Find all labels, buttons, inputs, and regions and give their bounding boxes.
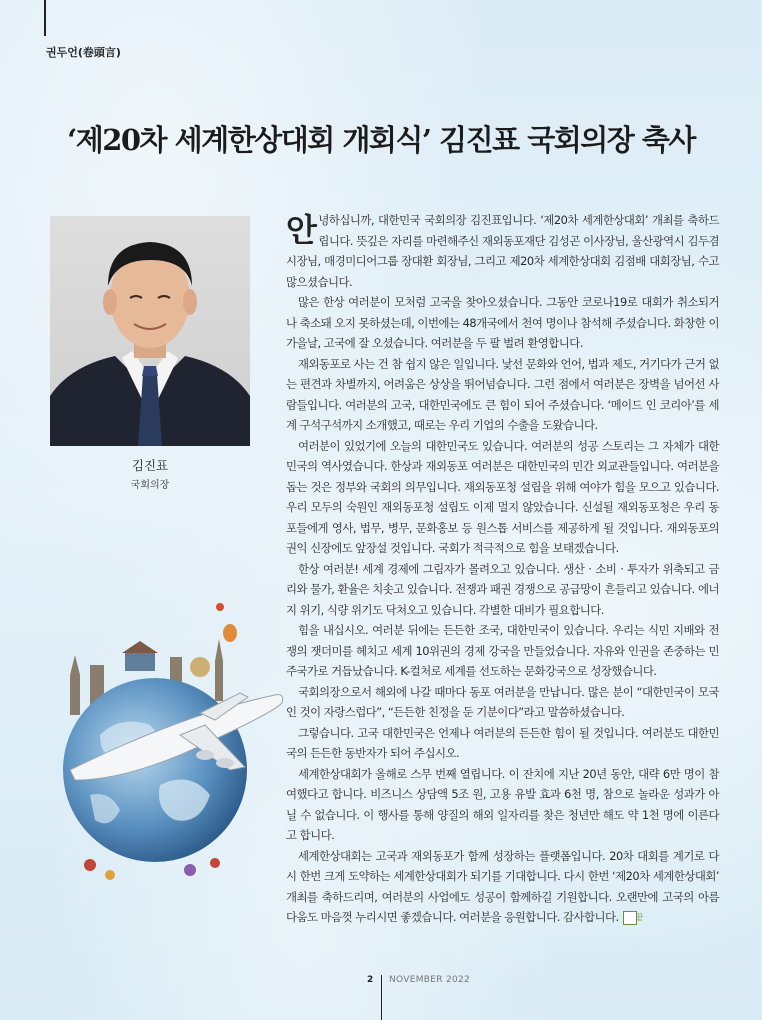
paragraph-2: 많은 한상 여러분이 모처럼 고국을 찾아오셨습니다. 그동안 코로나19로 대회가 취소되거나 축소돼 오지 못하셨는데, 이번에는 48개국에서 천여 명이나 참석해 주셨습니다. 화창한 이 가을날, 고국에 잘 오셨습니다. 여러분을 두 팔 벌려 환영합니다. [286,295,719,350]
globe-airplane-illustration [30,595,290,895]
paragraph-5: 한상 여러분! 세계 경제에 그림자가 몰려오고 있습니다. 생산 · 소비 · 투자가 위축되고 금리와 물가, 환율은 치솟고 있습니다. 전쟁과 패권 경쟁으로 공급망이 흔들리고 있습니다. 에너지 위기, 식량 위기도 닥쳐오고 있습니다. 각별한 대비가 필요합니다. [286,561,719,617]
article-body [286,210,719,928]
paragraph-1: 안녕하십니까, 대한민국 국회의장 김진표입니다. ‘제20차 세계한상대회’ 개최를 축하드립니다. 뜻깊은 자리를 마련해주신 재외동포재단 김성곤 이사장님, 울산광역시 김두겸 시장님, 매경미디어그룹 장대환 회장님, 그리고 제20차 세계한상대회 김점배 대회장님, 수고 많으셨습니다. [286,211,719,289]
speaker-portrait [50,216,250,446]
paragraph-6: 힘을 내십시오. 여러분 뒤에는 든든한 조국, 대한민국이 있습니다. 우리는 식민 지배와 전쟁의 잿더미를 헤치고 세계 10위권의 경제 강국을 만들었습니다. 자유와 인권을 존중하는 민주국가로 거듭났습니다. K-컬처로 세계를 선도하는 문화강국으로 성장했습니다. [286,623,719,678]
paragraph-3: 재외동포로 사는 건 참 쉽지 않은 일입니다. 낯선 문화와 언어, 법과 제도, 거기다가 근거 없는 편견과 차별까지, 어려움은 상상을 뛰어넘습니다. 그런 점에서 여러분은 장벽을 넘어선 사람들입니다. 여러분의 고국, 대한민국에도 큰 힘이 되어 주셨습니다. ‘메이드 인 코리아’를 세계 구석구석까지 소개했고, 때로는 우리 기업의 수출을 도왔습니다. [286,356,719,432]
speaker-name: 김진표 [131,458,169,473]
end-mark-icon: 끝 [623,911,637,925]
paragraph-10: 세계한상대회는 고국과 재외동포가 함께 성장하는 플랫폼입니다. 20차 대회를 계기로 다시 한번 크게 도약하는 세계한상대회가 되기를 기대합니다. 다시 한번 ‘제20차 세계한상대회’ 개최를 축하드리며, 여러분의 사업에도 성공이 함께하길 기원합니다. 오랜만에 고국의 아름다움도 마음껏 누리시면 좋겠습니다. 여러분을 응원합니다. 감사합니다. 끝 [286,848,719,924]
section-label: 권두언(卷頭言) [46,46,121,59]
paragraph-4: 여러분이 있었기에 오늘의 대한민국도 있습니다. 여러분의 성공 스토리는 그 자체가 대한민국의 역사였습니다. 한상과 재외동포 여러분은 대한민국의 민간 외교관들입니다. 여러분을 돕는 것은 정부와 국회의 의무입니다. 재외동포청 설립을 위해 여야가 힘을 모으고 있습니다. 우리 모두의 숙원인 재외동포청 설립도 이제 멀지 않았습니다. 신설될 재외동포청은 우리 동포들에게 영사, 법무, 병무, 문화홍보 등 원스톱 서비스를 제공하게 될 것입니다. 재외동포의 권익 신장에도 앞장설 것입니다. 국회가 적극적으로 힘을 보태겠습니다. [286,438,719,555]
footer-divider [381,975,382,1020]
drop-cap: 안 [286,211,317,249]
paragraph-8: 그렇습니다. 고국 대한민국은 언제나 여러분의 든든한 힘이 될 것입니다. 여러분도 대한민국의 든든한 동반자가 되어 주십시오. [286,725,719,760]
portrait-illustration [50,216,250,446]
paragraph-7: 국회의장으로서 해외에 나갈 때마다 동포 여러분을 만납니다. 많은 분이 “대한민국이 모국인 것이 자랑스럽다”, “든든한 친정을 둔 기분이다”라고 말씀하셨습니다. [286,684,719,719]
page-number: 2 [367,975,374,985]
paragraph-9: 세계한상대회가 올해로 스무 번째 열립니다. 이 잔치에 지난 20년 동안, 대략 6만 명이 참여했다고 합니다. 비즈니스 상담액 5조 원, 고용 유발 효과 6천 명, 참으로 놀라운 성과가 아닐 수 없습니다. 이 행사를 통해 양질의 해외 일자리를 찾은 청년만 해도 약 1천 명에 이른다고 합니다. [286,766,719,842]
issue-date: NOVEMBER 2022 [389,975,471,985]
article-title: ‘제20차 세계한상대회 개회식’ 김진표 국회의장 축사 [67,123,695,157]
page-footer [0,975,762,1020]
header-rule [44,0,46,36]
speaker-role: 국회의장 [130,480,170,491]
